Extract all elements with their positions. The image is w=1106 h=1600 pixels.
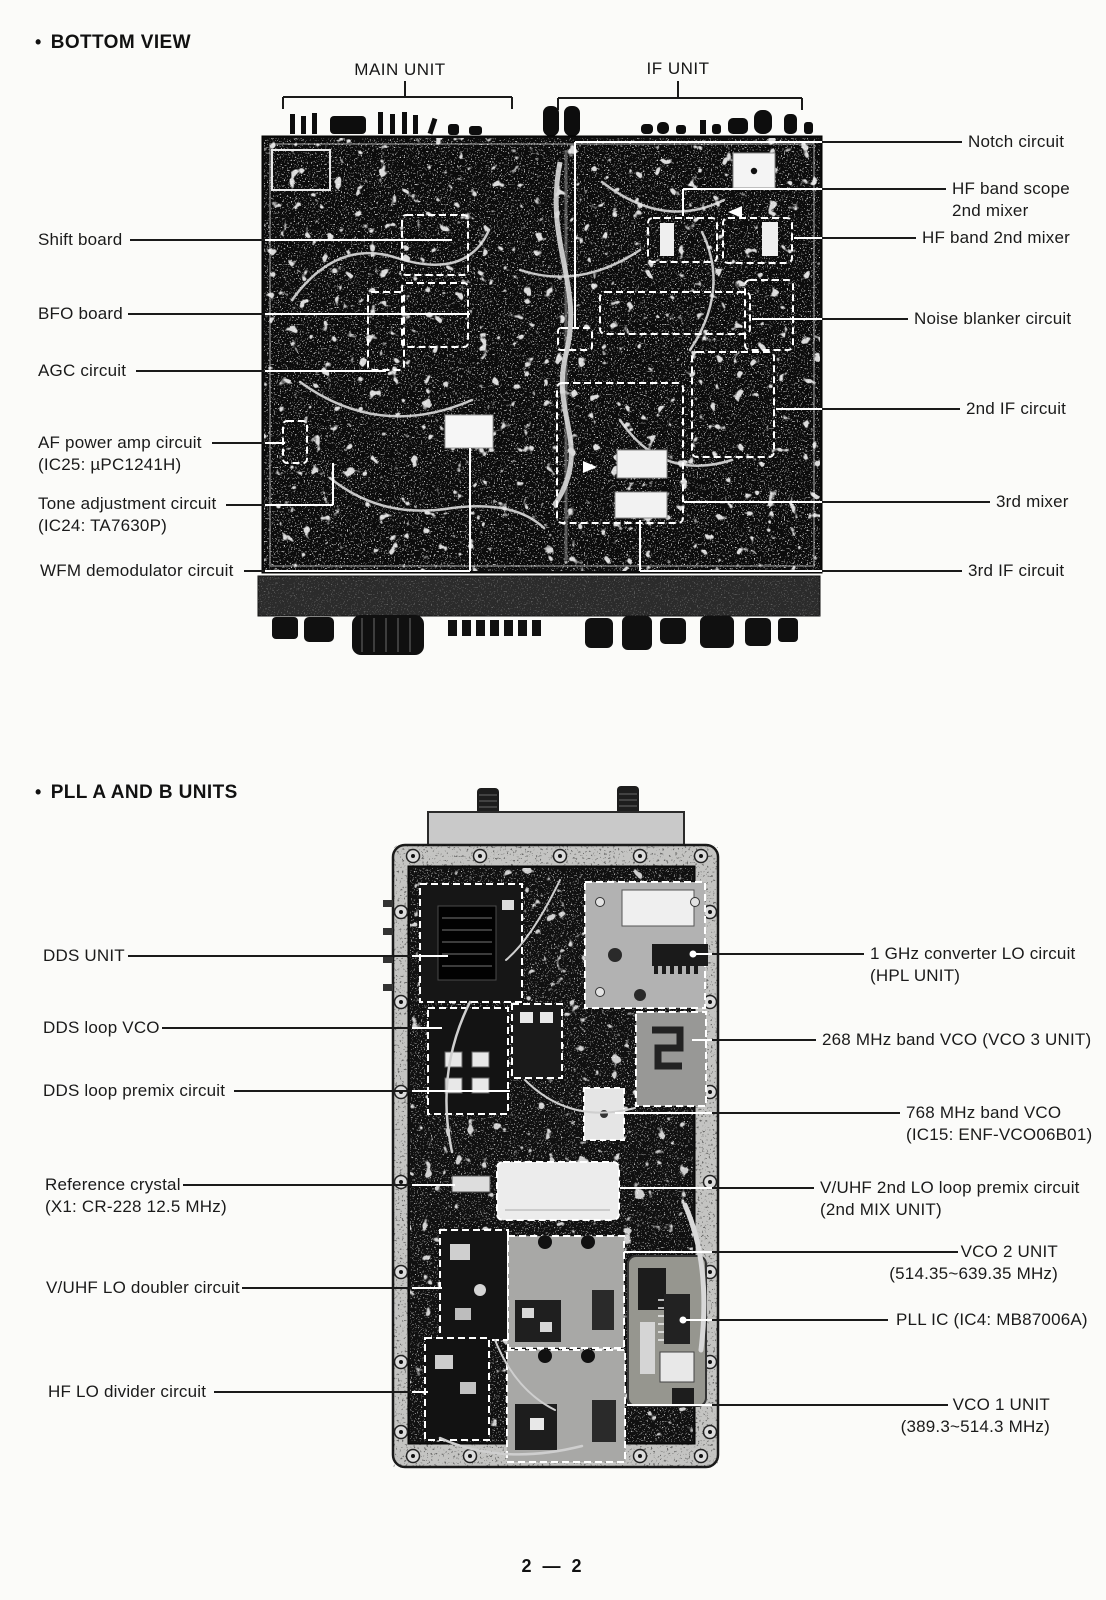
callout-notch-circuit: Notch circuit (968, 132, 1065, 151)
callout-vuhf-2nd-lo-loop-premix-circuit: V/UHF 2nd LO loop premix circuit (2nd MIX UNIT) (820, 1178, 1080, 1219)
callout-reference-crystal: Reference crystal (X1: CR-228 12.5 MHz) (45, 1175, 227, 1216)
pll-photo (383, 786, 718, 1467)
callout-3rd-mixer: 3rd mixer (996, 492, 1069, 511)
callout-268mhz-band-vco: 268 MHz band VCO (VCO 3 UNIT) (822, 1030, 1092, 1049)
bottom-view-photo (258, 106, 822, 655)
section-title-bottom-view: • BOTTOM VIEW (35, 32, 191, 53)
callout-vco-1-unit: VCO 1 UNIT (389.3~514.3 MHz) (900, 1395, 1050, 1436)
callout-agc-circuit: AGC circuit (38, 361, 127, 380)
callout-bfo-board: BFO board (38, 304, 123, 323)
callout-3rd-if-circuit: 3rd IF circuit (968, 561, 1065, 580)
callout-dds-loop-premix-circuit: DDS loop premix circuit (43, 1081, 226, 1100)
callout-2nd-if-circuit: 2nd IF circuit (966, 399, 1067, 418)
if-unit-bracket-label: IF UNIT (646, 59, 710, 78)
unit-brackets (283, 81, 802, 110)
section-title-pll-units: • PLL A AND B UNITS (35, 782, 238, 803)
callout-shift-board: Shift board (38, 230, 123, 249)
callout-1ghz-converter-lo-circuit: 1 GHz converter LO circuit (HPL UNIT) (870, 944, 1076, 985)
callout-hf-lo-divider-circuit: HF LO divider circuit (48, 1382, 207, 1401)
callout-vuhf-lo-doubler-circuit: V/UHF LO doubler circuit (46, 1278, 240, 1297)
callout-dds-unit: DDS UNIT (43, 946, 125, 965)
footer-page-number: 2 — 2 (521, 1556, 585, 1576)
section-bullet: • (35, 32, 42, 52)
callout-wfm-demodulator-circuit: WFM demodulator circuit (40, 561, 234, 580)
callout-noise-blanker-circuit: Noise blanker circuit (914, 309, 1072, 328)
callout-af-power-amp-circuit: AF power amp circuit (IC25: µPC1241H) (38, 433, 202, 474)
callout-vco-2-unit: VCO 2 UNIT (514.35~639.35 MHz) (889, 1242, 1058, 1283)
callout-768mhz-band-vco: 768 MHz band VCO (IC15: ENF-VCO06B01) (906, 1103, 1093, 1144)
section-bullet: • (35, 782, 42, 802)
callout-tone-adjustment-circuit: Tone adjustment circuit (IC24: TA7630P) (38, 494, 217, 535)
callout-dds-loop-vco: DDS loop VCO (43, 1018, 160, 1037)
callout-pll-ic: PLL IC (IC4: MB87006A) (896, 1310, 1088, 1329)
callout-hf-band-scope-2nd-mixer: HF band scope 2nd mixer (952, 179, 1070, 220)
main-unit-bracket-label: MAIN UNIT (354, 60, 446, 79)
callout-hf-band-2nd-mixer: HF band 2nd mixer (922, 228, 1070, 247)
